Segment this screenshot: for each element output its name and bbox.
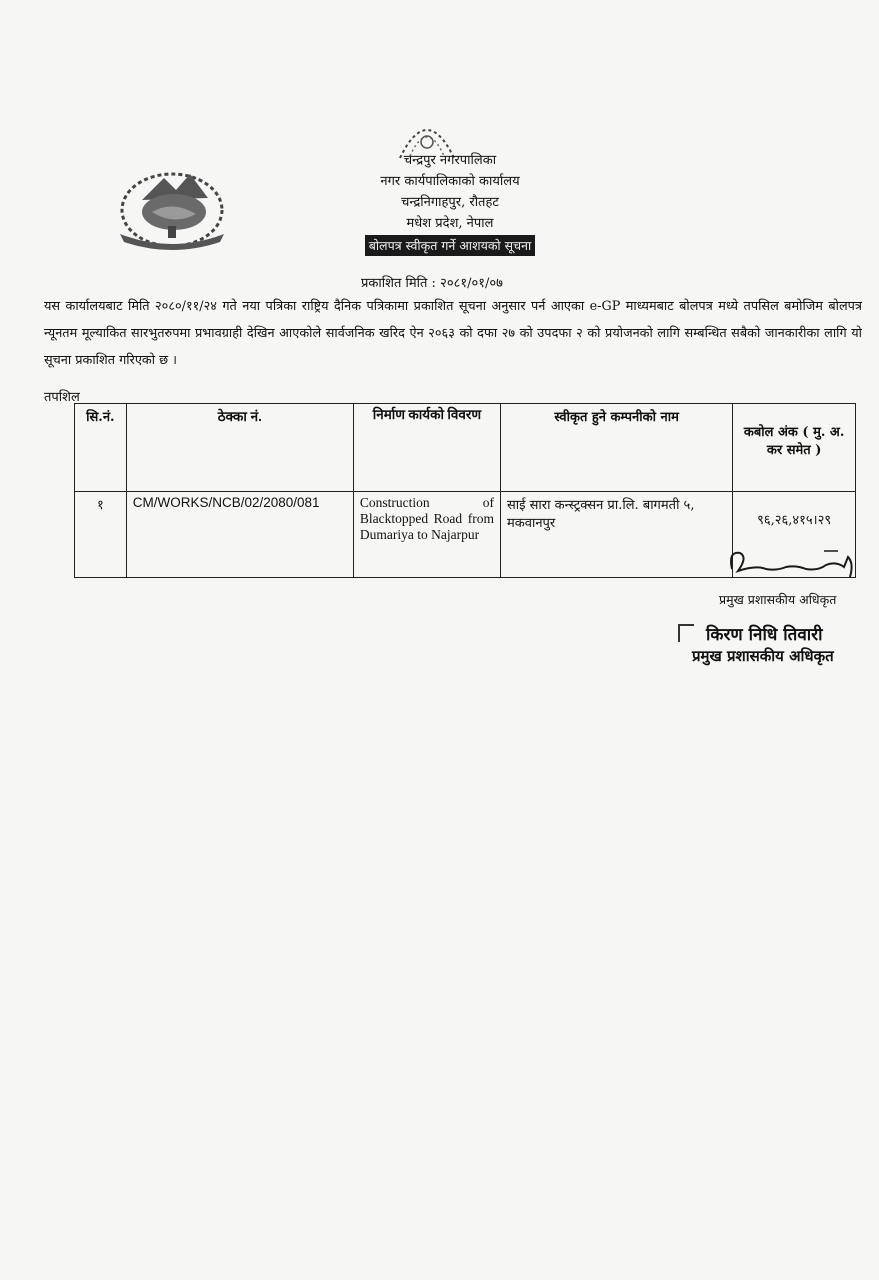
header-company: स्वीकृत हुने कम्पनीको नाम [500, 404, 732, 492]
header-sn: सि.नं. [75, 404, 127, 492]
header-work-desc: निर्माण कार्यको विवरण [353, 404, 500, 492]
header-contract-no: ठेक्का नं. [126, 404, 353, 492]
cell-company: साई सारा कन्स्ट्रक्सन प्रा.लि. बागमती ५, मकवानपुर [500, 492, 732, 578]
header-amount: कबोल अंक ( मु. अ. कर समेत ) [733, 404, 856, 492]
nepal-emblem-icon [112, 160, 232, 252]
municipality-name: चन्द्रपुर नगरपालिका [403, 153, 497, 168]
stamp-mark [678, 624, 694, 642]
office-name: नगर कार्यपालिकाको कार्यालय [380, 174, 520, 189]
notice-paragraph: यस कार्यालयबाट मिति २०८०/११/२४ गते नया पत्रिका राष्ट्रिय दैनिक पत्रिकामा प्रकाशित सूचना अनुसार पर्न आएका e-GP माध्यमबाट बोलपत्र मध्ये तपसिल बमोजिम बोलपत्र न्यूनतम मूल्याकित सारभुतरुपमा प्रभावग्राही देखिन आएकोले सार्वजनिक खरिद ऐन २०६३ को दफा २७ को उपदफा २ को प्रयोजनको लागि सम्बन्धित सबैको जानकारीका लागि यो सूचना प्रकाशित गरिएको छ । [44, 299, 862, 368]
publish-date: प्रकाशित मिति : २०८१/०१/०७ [361, 276, 503, 291]
table-header-row [75, 404, 856, 492]
handwritten-signature [726, 543, 862, 583]
letterhead [330, 150, 570, 257]
signatory-designation: प्रमुख प्रशासकीय अधिकृत [692, 647, 834, 665]
cell-work-desc: Construction of Blacktopped Road from Dumariya to Najarpur [353, 492, 500, 578]
signatory-name: किरण निधि तिवारी [706, 625, 823, 645]
cell-amount: ९६,२६,४१५।२९ [733, 492, 856, 578]
province-name: मधेश प्रदेश, नेपाल [406, 216, 494, 231]
signatory-title: प्रमुख प्रशासकीय अधिकृत [719, 592, 837, 607]
cell-contract-no: CM/WORKS/NCB/02/2080/081 [126, 492, 353, 578]
table-caption: तपशिल [44, 390, 80, 405]
notice-subject: बोलपत्र स्वीकृत गर्ने आशयको सूचना [365, 235, 535, 256]
office-address: चन्द्रनिगाहपुर, रौतहट [401, 195, 499, 210]
cell-sn: १ [75, 492, 127, 578]
